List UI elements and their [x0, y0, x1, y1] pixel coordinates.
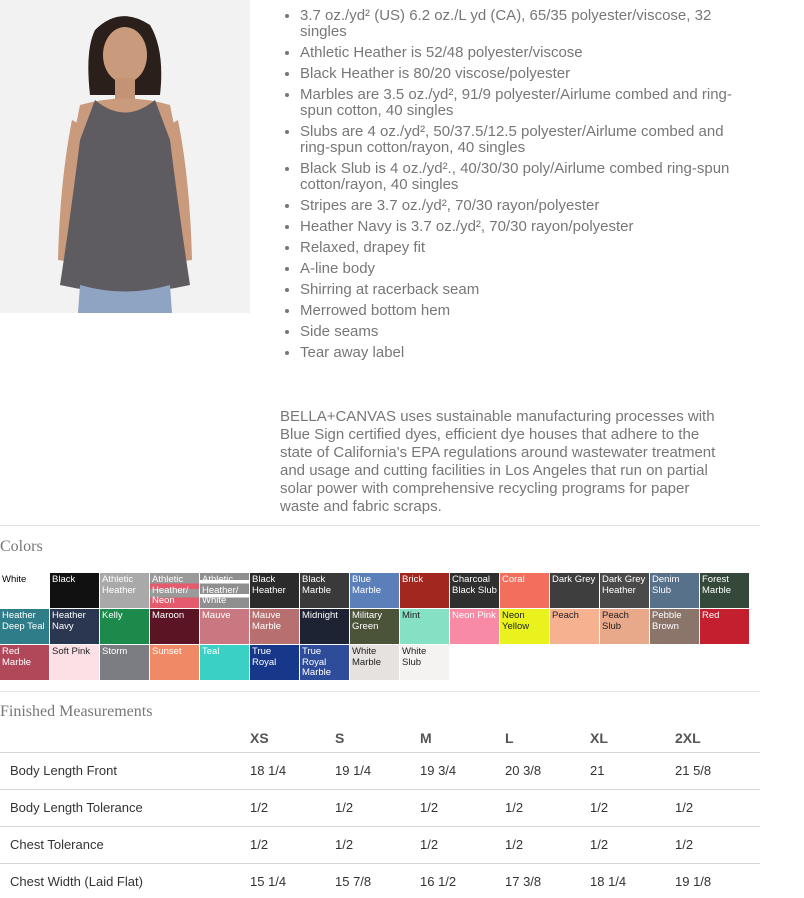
color-swatch[interactable]: Red Marble — [0, 645, 49, 680]
table-cell: 1/2 — [420, 826, 505, 863]
table-cell: 1/2 — [420, 789, 505, 826]
table-cell: 19 3/4 — [420, 752, 505, 789]
color-swatch[interactable]: Black — [50, 573, 99, 608]
color-swatch[interactable]: Peach — [550, 609, 599, 644]
table-cell: 19 1/8 — [675, 863, 760, 898]
table-cell: 1/2 — [505, 826, 590, 863]
table-cell: 15 1/4 — [250, 863, 335, 898]
feature-item: • Slubs are 4 oz./yd², 50/37.5/12.5 polyester/Airlume combed and ring-spun cotton/rayon, 40 singles — [300, 124, 740, 156]
table-cell: 19 1/4 — [335, 752, 420, 789]
table-row — [0, 826, 760, 863]
divider — [0, 691, 760, 692]
feature-item: • Stripes are 3.7 oz./yd², 70/30 rayon/polyester — [300, 198, 740, 214]
size-header: 2XL — [675, 730, 701, 747]
sustainability-description: BELLA+CANVAS uses sustainable manufacturing processes with Blue Sign certified dyes, efficient dye houses that adhere to the state of California's EPA regulations around wastewater treatment and usage and cutting facilities in Los Angeles that run on partial solar power with comprehensive recycling programs for paper waste and fabric scraps. — [280, 408, 716, 515]
color-swatch[interactable]: Heather Navy — [50, 609, 99, 644]
color-swatch[interactable]: Athletic Heather/ White — [200, 573, 249, 608]
header-blank — [0, 725, 250, 752]
color-swatch[interactable]: Kelly — [100, 609, 149, 644]
product-photo — [0, 0, 250, 313]
row-label: Chest Tolerance — [0, 826, 250, 863]
table-cell: 16 1/2 — [420, 863, 505, 898]
table-cell: 1/2 — [250, 826, 335, 863]
feature-item: • A-line body — [300, 261, 740, 277]
size-header: XL — [590, 730, 608, 747]
feature-item: • Black Slub is 4 oz./yd²., 40/30/30 poly/Airlume combed ring-spun cotton/rayon, 40 singles — [300, 161, 740, 193]
color-swatch[interactable]: True Royal — [250, 645, 299, 680]
feature-item: • Athletic Heather is 52/48 polyester/viscose — [300, 45, 740, 61]
table-cell: 17 3/8 — [505, 863, 590, 898]
size-header: S — [335, 730, 345, 747]
size-header: XS — [250, 730, 269, 747]
color-swatch[interactable]: Athletic Heather/ Neon — [150, 573, 199, 608]
color-swatch[interactable]: Teal — [200, 645, 249, 680]
color-swatch[interactable]: Sunset — [150, 645, 199, 680]
feature-item: • Marbles are 3.5 oz./yd², 91/9 polyester/Airlume combed and ring-spun cotton, 40 singles — [300, 87, 740, 119]
color-swatch[interactable]: Black Marble — [300, 573, 349, 608]
color-swatch[interactable]: Denim Slub — [650, 573, 699, 608]
color-swatch[interactable]: Coral — [500, 573, 549, 608]
table-cell: 21 — [590, 752, 675, 789]
measurements-table — [0, 725, 760, 898]
row-label: Body Length Front — [0, 752, 250, 789]
color-swatch[interactable]: Storm — [100, 645, 149, 680]
color-swatch[interactable]: Mauve — [200, 609, 249, 644]
color-swatch-grid — [0, 573, 760, 681]
color-swatch[interactable]: Mint — [400, 609, 449, 644]
table-cell: 1/2 — [675, 826, 760, 863]
feature-item: • 3.7 oz./yd² (US) 6.2 oz./L yd (CA), 65/35 polyester/viscose, 32 singles — [300, 8, 740, 40]
color-swatch[interactable]: Brick — [400, 573, 449, 608]
table-row — [0, 752, 760, 789]
color-swatch[interactable]: Maroon — [150, 609, 199, 644]
color-swatch[interactable]: Black Heather — [250, 573, 299, 608]
color-swatch[interactable]: Neon Yellow — [500, 609, 549, 644]
color-swatch[interactable]: White Slub — [400, 645, 449, 680]
color-swatch[interactable]: Mauve Marble — [250, 609, 299, 644]
feature-item: • Heather Navy is 3.7 oz./yd², 70/30 rayon/polyester — [300, 219, 740, 235]
table-cell: 1/2 — [335, 789, 420, 826]
row-label: Chest Width (Laid Flat) — [0, 863, 250, 898]
color-swatch[interactable]: Forest Marble — [700, 573, 749, 608]
color-swatch[interactable]: Red — [700, 609, 749, 644]
table-cell: 1/2 — [590, 826, 675, 863]
table-cell: 1/2 — [335, 826, 420, 863]
feature-list — [280, 8, 740, 366]
feature-item: • Relaxed, drapey fit — [300, 240, 740, 256]
table-cell: 1/2 — [250, 789, 335, 826]
color-swatch[interactable]: Dark Grey Heather — [600, 573, 649, 608]
table-cell: 15 7/8 — [335, 863, 420, 898]
size-header: M — [420, 730, 432, 747]
table-cell: 1/2 — [590, 789, 675, 826]
color-swatch[interactable]: Midnight — [300, 609, 349, 644]
feature-item: • Side seams — [300, 324, 740, 340]
table-cell: 18 1/4 — [590, 863, 675, 898]
color-swatch[interactable]: White Marble — [350, 645, 399, 680]
color-swatch[interactable]: Dark Grey — [550, 573, 599, 608]
feature-item: • Shirring at racerback seam — [300, 282, 740, 298]
table-cell: 18 1/4 — [250, 752, 335, 789]
feature-item: • Tear away label — [300, 345, 740, 361]
color-swatch[interactable]: Soft Pink — [50, 645, 99, 680]
color-swatch[interactable]: True Royal Marble — [300, 645, 349, 680]
color-swatch[interactable]: Pebble Brown — [650, 609, 699, 644]
table-row — [0, 789, 760, 826]
feature-item: • Black Heather is 80/20 viscose/polyester — [300, 66, 740, 82]
color-swatch[interactable]: Blue Marble — [350, 573, 399, 608]
table-header-row — [0, 725, 760, 752]
color-swatch[interactable]: Peach Slub — [600, 609, 649, 644]
color-swatch[interactable]: White — [0, 573, 49, 608]
color-swatch[interactable]: Military Green — [350, 609, 399, 644]
table-cell: 20 3/8 — [505, 752, 590, 789]
feature-item: • Merrowed bottom hem — [300, 303, 740, 319]
colors-title: Colors — [0, 538, 43, 555]
color-swatch[interactable]: Neon Pink — [450, 609, 499, 644]
table-row — [0, 863, 760, 898]
table-cell: 21 5/8 — [675, 752, 760, 789]
divider — [0, 525, 760, 526]
size-header: L — [505, 730, 514, 747]
measurements-title: Finished Measurements — [0, 703, 153, 720]
table-cell: 1/2 — [505, 789, 590, 826]
color-swatch[interactable]: Heather Deep Teal — [0, 609, 49, 644]
color-swatch[interactable]: Athletic Heather — [100, 573, 149, 608]
table-cell: 1/2 — [675, 789, 760, 826]
row-label: Body Length Tolerance — [0, 789, 250, 826]
color-swatch[interactable]: Charcoal Black Slub — [450, 573, 499, 608]
